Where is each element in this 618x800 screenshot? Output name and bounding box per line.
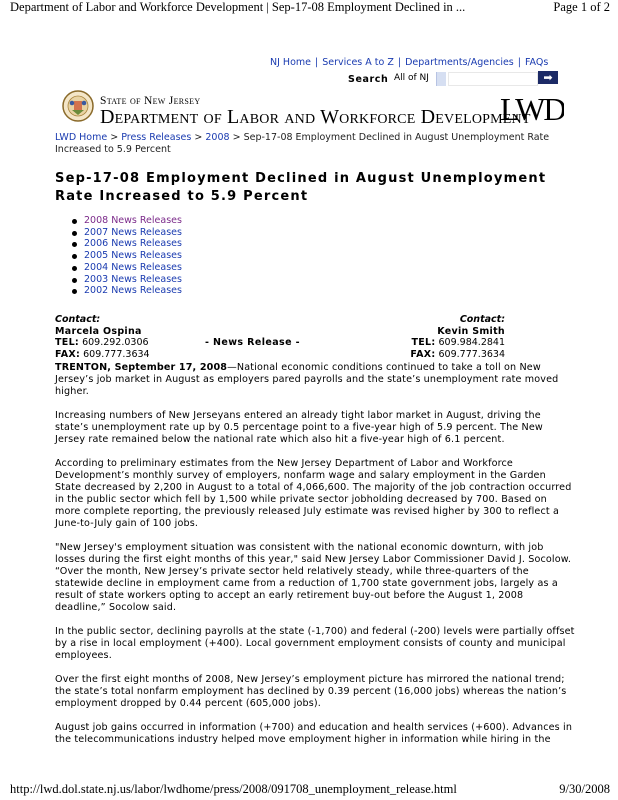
- fax-label: FAX:: [55, 349, 81, 361]
- breadcrumb-separator: >: [110, 132, 119, 143]
- contact-right: [305, 314, 505, 361]
- contact-name: Marcela Ospina: [55, 325, 142, 337]
- contact-heading: Contact:: [55, 314, 101, 325]
- contact-heading: Contact:: [459, 314, 505, 325]
- tel-label: TEL:: [55, 337, 80, 349]
- article-body: [55, 362, 575, 758]
- paragraph: [55, 362, 575, 398]
- breadcrumb-link-year[interactable]: 2008: [205, 132, 230, 143]
- search-go-button[interactable]: [538, 71, 558, 84]
- paragraph: Over the first eight months of 2008, New Jersey’s employment picture has mirrored the national trend; the state’s total nonfarm employment has declined by 0.39 percent (16,000 jobs) whereas the nation’s employment dropped by 0.44 percent (605,000 jobs).: [55, 674, 567, 709]
- state-seal-icon: [62, 90, 94, 122]
- fax-label: FAX:: [410, 349, 436, 361]
- tel-label: TEL:: [411, 337, 436, 349]
- archive-link-2008[interactable]: 2008 News Releases: [72, 215, 182, 227]
- search-scope-dropdown[interactable]: [436, 72, 446, 86]
- lwd-logo: [500, 92, 564, 124]
- paragraph: "New Jersey's employment situation was consistent with the national economic downturn, with job losses during the first eight months of this year," said New Jersey Labor Commissioner David J. Socolow. “Over the month, New Jersey’s private sector held relatively steady, while three-quarters of the statewide decline in employment came from a reduction of 1,700 state government jobs, largely as a result of state workers opting to accept an early retirement buy-out before the August 1, 2008 deadline,” Socolow said.: [55, 542, 572, 613]
- paragraph: According to preliminary estimates from the New Jersey Department of Labor and Workforce Development’s monthly survey of employers, nonfarm wage and salary employment in the Garden State decreased by 2,200 in August to a total of 4,066,600. The majority of the job contraction occurred in the public sector which fell by 1,500 while private sector jobholding decreased by 700. Based on more complete reporting, the previously released July estimate was revised higher by 300 to reflect a June-to-July gain of 100 jobs.: [55, 458, 572, 529]
- breadcrumb-link-press[interactable]: Press Releases: [121, 132, 192, 143]
- breadcrumb-current: Sep-17-08 Employment Declined in August Unemployment Rate Increased to 5.9 Percent: [55, 132, 550, 155]
- paragraph: Increasing numbers of New Jerseyans entered an already tight labor market in August, driving the state’s unemployment rate up by 0.5 percentage point to a five-year high of 5.9 percent. The New Jersey rate remained below the national rate which also hit a five-year high of 6.1 percent.: [55, 410, 543, 445]
- archive-list: [72, 215, 182, 297]
- department-name: Department of Labor and Workforce Development: [100, 106, 531, 128]
- contact-block: [55, 314, 575, 362]
- print-header-title: Department of Labor and Workforce Development | Sep-17-08 Employment Declined in ...: [10, 0, 466, 14]
- contact-name: Kevin Smith: [437, 325, 505, 337]
- print-footer: [10, 782, 610, 798]
- breadcrumb: [55, 132, 575, 156]
- page-title: Sep-17-08 Employment Declined in August Unemployment Rate Increased to 5.9 Percent: [55, 171, 547, 204]
- svg-text:LWD: LWD: [500, 92, 564, 124]
- top-navigation: [270, 57, 560, 68]
- print-footer-url: http://lwd.dol.state.nj.us/labor/lwdhome/press/2008/091708_unemployment_release.html: [10, 782, 457, 796]
- search-scope-select[interactable]: All of NJ: [394, 73, 429, 83]
- nav-link-departments[interactable]: Departments/Agencies: [405, 57, 514, 68]
- breadcrumb-separator: >: [194, 132, 203, 143]
- paragraph: In the public sector, declining payrolls at the state (-1,700) and federal (-200) levels were partially offset by a rise in local employment (+400). Local government employment consists of county and municipal employees.: [55, 626, 575, 661]
- dateline: TRENTON, September 17, 2008: [55, 362, 228, 373]
- nav-separator: |: [314, 57, 319, 68]
- breadcrumb-separator: >: [232, 132, 241, 143]
- search-label: Search: [348, 74, 389, 85]
- fax-value: 609.777.3634: [83, 349, 150, 361]
- nav-separator: |: [517, 57, 521, 68]
- print-header-page: Page 1 of 2: [553, 0, 610, 14]
- nav-link-nj-home[interactable]: NJ Home: [270, 57, 311, 68]
- archive-link-2002[interactable]: 2002 News Releases: [72, 285, 182, 297]
- nav-link-faqs[interactable]: FAQs: [524, 57, 549, 68]
- state-name: State of New Jersey: [100, 95, 201, 107]
- news-release-label: - News Release -: [205, 337, 300, 348]
- nav-separator: |: [397, 57, 402, 68]
- paragraph-text: —National economic conditions continued to take a toll on New Jersey’s job market in August as employers pared payrolls and the state’s unemployment rate moved higher.: [55, 362, 559, 397]
- archive-link-2004[interactable]: 2004 News Releases: [72, 262, 182, 274]
- search-input[interactable]: [448, 72, 538, 86]
- nav-link-services[interactable]: Services A to Z: [322, 57, 394, 68]
- fax-value: 609.777.3634: [438, 349, 505, 361]
- print-footer-date: 9/30/2008: [559, 782, 610, 796]
- print-header: [10, 0, 610, 16]
- breadcrumb-link-home[interactable]: LWD Home: [55, 132, 108, 143]
- paragraph: August job gains occurred in information (+700) and education and health services (+600). Advances in the telecommunications industry helped move employment higher in information while hiring in the: [55, 722, 573, 745]
- archive-link-2006[interactable]: 2006 News Releases: [72, 238, 182, 250]
- archive-link-2005[interactable]: 2005 News Releases: [72, 250, 182, 262]
- arrow-right-icon: ➡: [543, 71, 553, 84]
- tel-value: 609.292.0306: [82, 337, 149, 349]
- tel-value: 609.984.2841: [438, 337, 505, 349]
- archive-link-2007[interactable]: 2007 News Releases: [72, 227, 182, 239]
- archive-link-2003[interactable]: 2003 News Releases: [72, 274, 182, 286]
